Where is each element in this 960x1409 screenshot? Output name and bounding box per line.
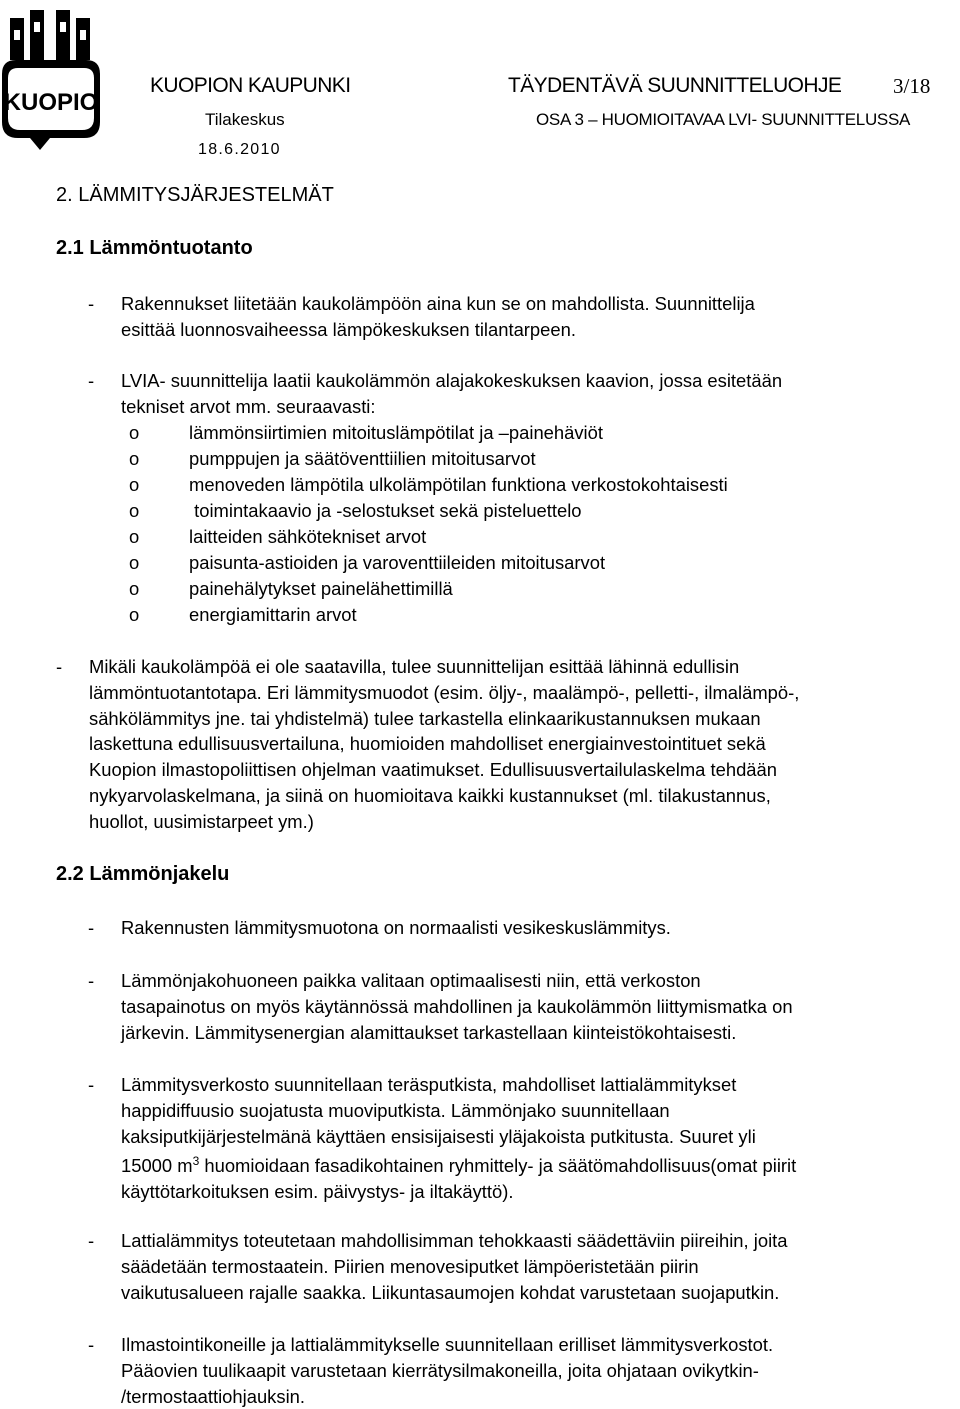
bullet-dash: - xyxy=(88,293,95,314)
bullet-dash: - xyxy=(88,1230,95,1251)
logo-text: KUOPIO xyxy=(3,89,99,116)
sub-bullet-marker: o xyxy=(129,500,140,521)
section-heading-2-1: 2.1 Lämmöntuotanto xyxy=(56,237,253,259)
bullet-dash: - xyxy=(88,1334,95,1355)
chapter-heading: 2. LÄMMITYSJÄRJESTELMÄT xyxy=(56,184,334,206)
bullet-dash: - xyxy=(56,656,63,677)
sub-bullet-marker: o xyxy=(129,474,140,495)
header-page-number: 3/18 xyxy=(893,74,931,98)
header-organization: KUOPION KAUPUNKI xyxy=(150,74,351,97)
list-item: Ilmastointikoneille ja lattialämmitykselle suunnitellaan erilliset lämmitysverkostot. Pääovien tuulikaapit varustetaan kierrätysilmakoneilla, joita ohjataan ovikytkin- /termostaattiohjauksin. xyxy=(121,1334,774,1407)
sub-list-item: paisunta-astioiden ja varoventtiileiden mitoitusarvot xyxy=(189,552,606,573)
sub-list-item: energiamittarin arvot xyxy=(189,604,357,625)
sub-list-item: painehälytykset painelähettimillä xyxy=(189,578,453,599)
list-item: Rakennusten lämmitysmuotona on normaalisti vesikeskuslämmitys. xyxy=(121,917,671,938)
list-item: Lämmönjakohuoneen paikka valitaan optimaalisesti niin, että verkoston tasapainotus on myös käytännössä mahdollinen ja kaukolämmön liittymismatka on järkevin. Lämmitysenergian alamittaukset tarkastellaan kiinteistökohtaisesti. xyxy=(121,970,793,1043)
sub-list-item: toimintakaavio ja -selostukset sekä pisteluettelo xyxy=(189,500,582,521)
bullet-dash: - xyxy=(88,370,95,391)
list-item: Lattialämmitys toteutetaan mahdollisimman tehokkaasti säädettäviin piireihin, joita säädetään termostaatein. Piirien menovesiputket lämpöeristetään piirin vaikutusalueen rajalle saakka. Liikuntasaumojen kohdat varustetaan suojaputkin. xyxy=(121,1230,788,1303)
sub-list-item: laitteiden sähkötekniset arvot xyxy=(189,526,427,547)
sub-bullet-marker: o xyxy=(129,422,140,443)
list-item: Lämmitysverkosto suunnitellaan teräsputkista, mahdolliset lattialämmitykset happidiffuusio suojatusta muoviputkista. Lämmönjako suunnitellaan kaksiputkijärjestelmänä käyttäen ensisijaisesti yläjakoista putkitusta. Suuret yli 15000 $m^3$ huomioidaan fasadikohtainen ryhmittely- ja säätömahdollisuus(omat piirit käyttötarkoituksen esim. päivystys- ja iltakäyttö). xyxy=(121,1074,797,1203)
sub-bullet-marker: o xyxy=(129,552,140,573)
header-department: Tilakeskus xyxy=(205,110,285,129)
sub-bullet-marker: o xyxy=(129,604,140,625)
section-heading-2-2: 2.2 Lämmönjakelu xyxy=(56,863,230,885)
header-date: 18.6.2010 xyxy=(198,141,281,158)
sub-bullet-marker: o xyxy=(129,578,140,599)
bullet-dash: - xyxy=(88,1074,95,1095)
sub-bullet-marker: o xyxy=(129,448,140,469)
list-item: Rakennukset liitetään kaukolämpöön aina kun se on mahdollista. Suunnittelija esittää luonnosvaiheessa lämpökeskuksen tilantarpeen. xyxy=(121,293,755,340)
sub-list-item: pumppujen ja säätöventtiilien mitoitusarvot xyxy=(189,448,536,469)
sub-list-item: lämmönsiirtimien mitoituslämpötilat ja –painehäviöt xyxy=(189,422,603,443)
kuopio-logo xyxy=(0,10,104,150)
list-item: LVIA- suunnittelija laatii kaukolämmön alajakokeskuksen kaavion, jossa esitetään tekniset arvot mm. seuraavasti: xyxy=(121,370,783,417)
list-item: Mikäli kaukolämpöä ei ole saatavilla, tulee suunnittelijan esittää lähinnä edullisin lämmöntuotantotapa. Eri lämmitysmuodot (esim. öljy-, maalämpö-, pelletti-, ilmalämpö-, sähkölämmitys jne. tai yhdistelmä) tulee tarkastella elinkaarikustannuksen mukaan laskettuna edullisuusvertailuna, huomioiden mahdolliset energiainvestointituet sekä Kuopion ilmastopoliittisen ohjelman vaatimukset. Edullisuusvertailulaskelma tehdään nykyarvolaskelmana, ja siinä on huomioitava kaikki kustannukset (ml. tilakustannus, huollot, uusimistarpeet ym.) xyxy=(89,656,800,832)
sub-bullet-marker: o xyxy=(129,526,140,547)
sub-list-item: menoveden lämpötila ulkolämpötilan funktiona verkostokohtaisesti xyxy=(189,474,728,495)
bullet-dash: - xyxy=(88,970,95,991)
bullet-dash: - xyxy=(88,917,95,938)
header-section-title: OSA 3 – HUOMIOITAVAA LVI- SUUNNITTELUSSA xyxy=(536,110,911,129)
header-document-title: TÄYDENTÄVÄ SUUNNITTELUOHJE xyxy=(508,74,842,97)
